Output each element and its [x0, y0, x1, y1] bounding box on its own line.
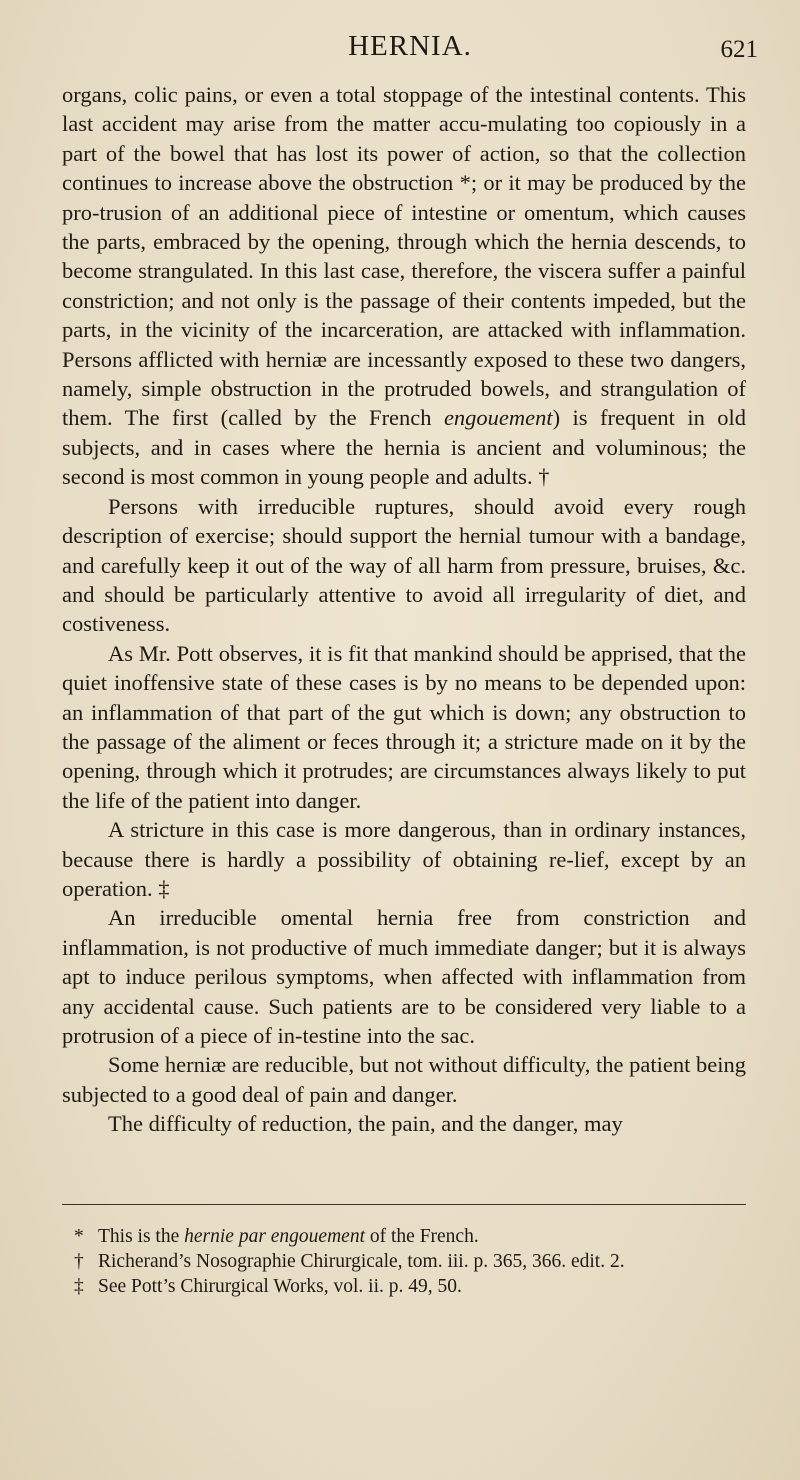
- paragraph: [62, 639, 746, 815]
- text-run: of the French.: [365, 1226, 479, 1247]
- italic-text-run: hernie par engouement: [184, 1226, 365, 1247]
- text-run: See Pott’s Chirurgical Works, vol. ii. p. 49, 50.: [98, 1276, 462, 1297]
- footnote-mark: †: [74, 1251, 84, 1272]
- paragraph: [62, 80, 746, 492]
- footnote: [62, 1224, 746, 1249]
- page-number: 621: [720, 36, 758, 63]
- paragraph: [62, 492, 746, 639]
- paragraph: [62, 903, 746, 1050]
- footnote-text: [98, 1274, 746, 1299]
- paragraph: [62, 1109, 746, 1138]
- text-run: ) is frequent in old subjects, and in cases where the hernia is ancient and voluminous; the second is most common in young people and adults. †: [62, 405, 746, 490]
- text-run: An irreducible omental hernia free from constriction and inflammation, is not productive of much immediate danger; but it is always apt to induce perilous symptoms, when affected with inflammation from any accidental cause. Such patients are to be considered very liable to a protrusion of a piece of in-testine into the sac.: [62, 905, 746, 1048]
- body-text: [62, 80, 746, 1139]
- text-run: The difficulty of reduction, the pain, and the danger, may: [108, 1111, 623, 1137]
- text-run: Persons with irreducible ruptures, should avoid every rough description of exercise; should support the hernial tumour with a bandage, and carefully keep it out of the way of all harm from pressure, bruises, &c. and should be particularly attentive to avoid all irregularity of diet, and costiveness.: [62, 493, 746, 637]
- text-run: Richerand’s Nosographie Chirurgicale, tom. iii. p. 365, 366. edit. 2.: [98, 1251, 625, 1272]
- footnote-mark: *: [74, 1226, 84, 1247]
- footnote-mark: ‡: [74, 1276, 84, 1297]
- footnote-text: [98, 1249, 746, 1274]
- text-run: This is the: [98, 1226, 185, 1247]
- footnote: [62, 1274, 746, 1299]
- text-run: organs, colic pains, or even a total stoppage of the intestinal contents. This last accident may arise from the matter accu-mulating too copiously in a part of the bowel that has lost its power of action, so that the collection continues to increase above the obstruction *; or it may be produced by the pro-trusion of an additional piece of intestine or omentum, which causes the parts, embraced by the opening, through which the hernia descends, to become strangulated. In this last case, therefore, the viscera suffer a painful constriction; and not only is the passage of their contents impeded, but the parts, in the vicinity of the incarceration, are attacked with inflammation. Persons afflicted with herniæ are incessantly exposed to these two dangers, namely, simple obstruction in the protruded bowels, and strangulation of them. The first (called by the French: [62, 82, 746, 431]
- footnotes: [62, 1224, 746, 1299]
- paragraph: [62, 815, 746, 903]
- text-run: As Mr. Pott observes, it is fit that mankind should be apprised, that the quiet inoffensive state of these cases is by no means to be depended upon: an inflammation of that part of the gut which is down; any obstruction to the passage of the aliment or feces through it; a stricture made on it by the opening, through which it protrudes; are circumstances always likely to put the life of the patient into danger.: [62, 640, 746, 813]
- italic-text-run: engouement: [443, 405, 553, 431]
- footnote-text: [98, 1224, 746, 1249]
- page-title: HERNIA.: [348, 30, 472, 62]
- footnote-divider: [62, 1204, 746, 1205]
- text-run: A stricture in this case is more dangerous, than in ordinary instances, because there is hardly a possibility of obtaining re-lief, except by an operation. ‡: [62, 817, 746, 901]
- paragraph: [62, 1050, 746, 1109]
- text-run: Some herniæ are reducible, but not without difficulty, the patient being subjected to a good deal of pain and danger.: [62, 1052, 746, 1107]
- running-head: [60, 30, 760, 70]
- footnote: [62, 1249, 746, 1274]
